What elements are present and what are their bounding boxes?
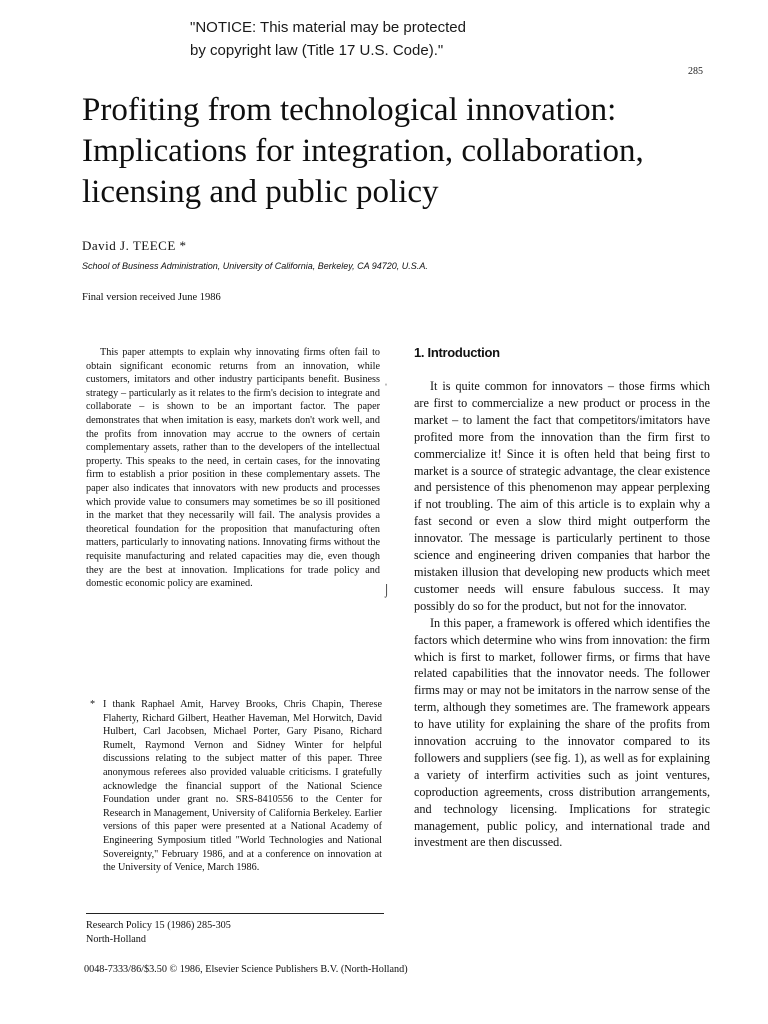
copyright-notice — [190, 16, 510, 62]
journal-publisher: North-Holland — [86, 934, 146, 945]
margin-mark: ˌ — [384, 372, 388, 386]
notice-line-1: "NOTICE: This material may be protected — [190, 19, 466, 36]
introduction-body — [414, 378, 710, 851]
margin-mark: ⌡ — [383, 583, 391, 597]
paper-title: Profiting from technological innovation: Implications for integration, collaboration, licensing and public policy — [82, 92, 644, 210]
author-name: David J. TEECE * — [82, 238, 187, 253]
body-paragraph: In this paper, a framework is offered which identifies the factors which determine who wins from innovation: the firm which is first to market, follower firms, or firms that have related capabilities that the innovator needs. The follower firms may or may not be imitators in the narrow sense of the term, although they sometimes are. The framework appears to have utility for explaining the share of the profits from innovation accruing to the innovator compared to its followers and suppliers (see fig. 1), as well as for explaining a variety of interfirm activities such as joint ventures, coproduction agreements, cross distribution arrangements, and technology licensing. Implications for strategic management, public policy, and international trade and investment are then discussed. — [414, 615, 710, 850]
journal-info — [86, 919, 231, 947]
footnote-mark: * — [90, 699, 96, 710]
journal-citation: Research Policy 15 (1986) 285-305 — [86, 920, 231, 931]
abstract-text: This paper attempts to explain why innovating firms often fail to obtain significant economic returns from an innovation, while customers, imitators and other industry participants benefit. Business strategy – particularly as it relates to the firm's decision to integrate and collaborate – is shown to be an important factor. The paper demonstrates that when imitation is easy, markets don't work well, and the profits from innovation may accrue to the owners of certain complementary assets, rather than to the developers of the intellectual property. This speaks to the need, in certain cases, for the innovating firm to establish a prior position in these complementary assets. The paper also indicates that innovators with new products and processes which provide value to consumers may sometimes be so ill positioned in the market that they necessarily will fail. The analysis provides a theoretical foundation for the proposition that manufacturing often matters, particularly to innovating nations. Innovating firms without the requisite manufacturing and related capacities may die, even though they are the best at innovation. Implications for trade policy and domestic economic policy are examined. — [86, 347, 380, 590]
page-number: 285 — [688, 66, 703, 77]
author-affiliation: School of Business Administration, University of California, Berkeley, CA 94720, U.S.A. — [82, 261, 428, 271]
abstract — [86, 346, 380, 591]
notice-line-2: by copyright law (Title 17 U.S. Code)." — [190, 42, 444, 59]
body-paragraph: It is quite common for innovators – those firms which are first to commercialize a new product or process in the market – to lament the fact that competitors/imitators have profited more from the innovation than the firm first to commercialize it! Since it is often held that being first to market is a source of strategic advantage, the clear existence and persistence of this phenomenon may appear perplexing if not troubling. The aim of this article is to explain why a fast second or even a slow third might outperform the innovator. The message is particularly pertinent to those science and engineering driven companies that harbor the mistaken illusion that developing new products which meet customer needs will ensure fabulous success. It may possibly do so for the product, but not for the innovator. — [414, 379, 710, 613]
received-date: Final version received June 1986 — [82, 292, 221, 303]
footnote-text: I thank Raphael Amit, Harvey Brooks, Chris Chapin, Therese Flaherty, Richard Gilbert, Heather Haveman, Mel Horwitch, David Hulbert, Carl Jacobsen, Michael Porter, Gary Pisano, Richard Rumelt, Raymond Vernon and Sidney Winter for helpful discussions relating to the subject matter of this paper. Three anonymous referees also provided valuable criticisms. I gratefully acknowledge the financial support of the National Science Foundation under grant no. SRS-8410556 to the Center for Research in Management, University of California Berkeley. Earlier versions of this paper were presented at a National Academy of Engineering Symposium titled "World Technologies and National Sovereignty," February 1986, and at a conference on innovation at the University of Venice, March 1986. — [103, 699, 382, 874]
section-heading: 1. Introduction — [414, 345, 500, 360]
footnote-divider — [86, 913, 384, 914]
copyright-line: 0048-7333/86/$3.50 © 1986, Elsevier Science Publishers B.V. (North-Holland) — [84, 964, 408, 975]
acknowledgement-footnote — [90, 698, 382, 875]
